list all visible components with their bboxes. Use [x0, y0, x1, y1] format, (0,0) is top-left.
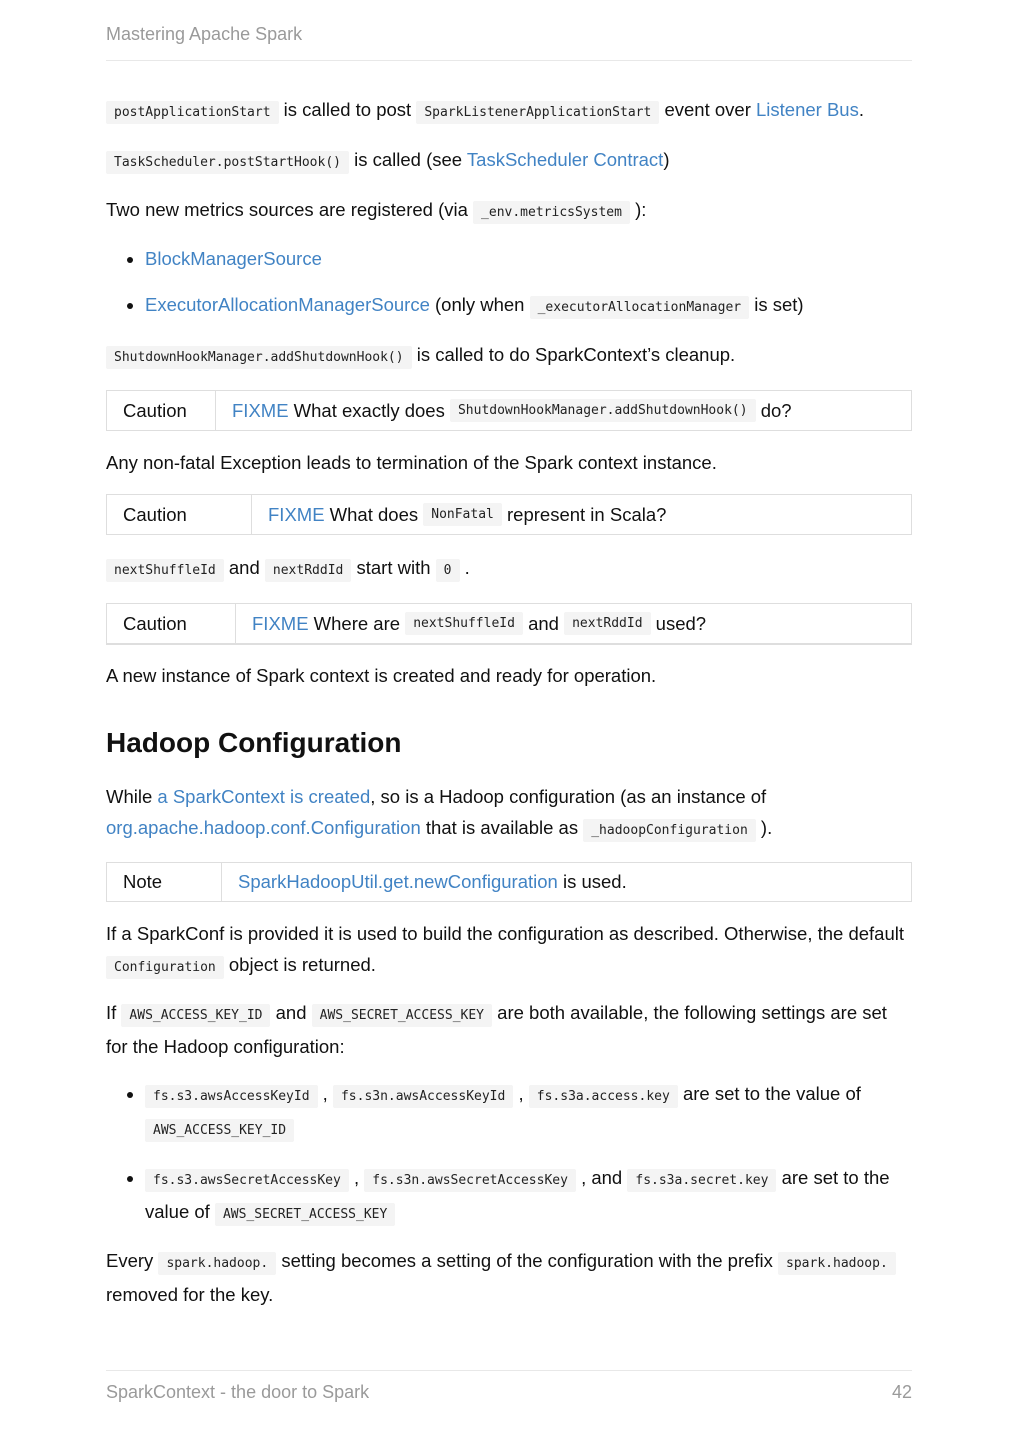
inline-code: _hadoopConfiguration: [583, 819, 756, 842]
inline-code: 0: [436, 559, 460, 582]
header-divider: [106, 60, 912, 61]
inline-code: AWS_ACCESS_KEY_ID: [121, 1004, 270, 1027]
inline-code: AWS_SECRET_ACCESS_KEY: [312, 1004, 492, 1027]
inline-code: nextShuffleId: [405, 612, 523, 635]
inline-code: nextShuffleId: [106, 559, 224, 582]
blockmanagersource-link[interactable]: BlockManagerSource: [145, 248, 322, 269]
footer-chapter-title: SparkContext - the door to Spark: [106, 1382, 370, 1402]
inline-code: AWS_ACCESS_KEY_ID: [145, 1119, 294, 1142]
paragraph-metrics-sources: Two new metrics sources are registered (via _env.metricsSystem ):: [106, 194, 912, 228]
paragraph-hadoop-config: While a SparkContext is created, so is a Hadoop configuration (as an instance of org.apache.hadoop.conf.Configuration that is available as _hadoopConfiguration ).: [106, 781, 912, 846]
inline-code: fs.s3a.secret.key: [627, 1169, 776, 1192]
paragraph-shutdown-hook: ShutdownHookManager.addShutdownHook() is called to do SparkContext’s cleanup.: [106, 339, 912, 373]
paragraph-spark-hadoop-prefix: Every spark.hadoop. setting becomes a setting of the configuration with the prefix spark.hadoop. removed for the key.: [106, 1245, 912, 1310]
paragraph-new-instance: A new instance of Spark context is created and ready for operation.: [106, 665, 657, 686]
taskscheduler-contract-link[interactable]: TaskScheduler Contract: [466, 149, 664, 170]
list-item: • ExecutorAllocationManagerSource (only when _executorAllocationManager is set): [145, 289, 912, 323]
list-item: • fs.s3.awsAccessKeyId , fs.s3n.awsAccessKeyId , fs.s3a.access.key are set to the value of AWS_ACCESS_KEY_ID: [145, 1078, 912, 1146]
listener-bus-link[interactable]: Listener Bus: [756, 99, 859, 120]
inline-code: _env.metricsSystem: [473, 201, 630, 224]
inline-code: ShutdownHookManager.addShutdownHook(): [450, 399, 756, 422]
section-heading: Hadoop Configuration: [106, 727, 402, 758]
admonition-label: Caution: [107, 495, 252, 534]
page-content: [106, 94, 912, 1310]
inline-code: Configuration: [106, 956, 224, 979]
paragraph-post-start-hook: TaskScheduler.postStartHook() is called (see TaskScheduler Contract): [106, 144, 912, 178]
fixme-link[interactable]: FIXME: [268, 503, 325, 525]
fixme-link[interactable]: FIXME: [232, 399, 289, 421]
admonition-body: FIXME Where are nextShuffleId and nextRddId used?: [252, 612, 707, 634]
inline-code: TaskScheduler.postStartHook(): [106, 151, 349, 174]
inline-code: fs.s3.awsAccessKeyId: [145, 1085, 318, 1108]
executorallocationmanagersource-link[interactable]: ExecutorAllocationManagerSource: [145, 294, 430, 315]
admonition-body: FIXME What exactly does ShutdownHookManager.addShutdownHook() do?: [232, 399, 792, 421]
admonition-label: Caution: [107, 604, 236, 643]
list-item: [145, 243, 912, 274]
fixme-link[interactable]: FIXME: [252, 612, 309, 634]
caution-admonition: [106, 494, 912, 535]
sparkcontext-created-link[interactable]: a SparkContext is created: [157, 786, 371, 807]
paragraph-aws-keys: If AWS_ACCESS_KEY_ID and AWS_SECRET_ACCESS_KEY are both available, the following settings are set for the Hadoop configuration:: [106, 1002, 887, 1057]
page-header: Mastering Apache Spark: [106, 24, 303, 44]
paragraph-non-fatal: Any non-fatal Exception leads to termination of the Spark context instance.: [106, 452, 717, 473]
paragraph-sparkconf: If a SparkConf is provided it is used to build the configuration as described. Otherwise, the default Configuration object is returned.: [106, 918, 912, 983]
footer-divider: [106, 1370, 912, 1371]
inline-code: spark.hadoop.: [778, 1252, 896, 1275]
page-number: 42: [891, 1382, 912, 1402]
inline-code: fs.s3n.awsAccessKeyId: [333, 1085, 513, 1108]
hadoop-configuration-link[interactable]: org.apache.hadoop.conf.Configuration: [106, 817, 421, 838]
caution-admonition: [106, 390, 912, 431]
inline-code: nextRddId: [265, 559, 351, 582]
inline-code: nextRddId: [564, 612, 650, 635]
paragraph-post-application-start: postApplicationStart is called to post SparkListenerApplicationStart event over Listener Bus.: [106, 94, 912, 128]
metrics-sources-list: [106, 243, 912, 323]
inline-code: SparkListenerApplicationStart: [416, 101, 659, 124]
inline-code: ShutdownHookManager.addShutdownHook(): [106, 346, 412, 369]
inline-code: spark.hadoop.: [158, 1252, 276, 1275]
inline-code: fs.s3.awsSecretAccessKey: [145, 1169, 349, 1192]
admonition-label: Caution: [107, 391, 216, 430]
newconfiguration-link[interactable]: SparkHadoopUtil.get.newConfiguration: [238, 871, 558, 892]
note-admonition: [106, 862, 912, 902]
inline-code: NonFatal: [423, 503, 502, 526]
inline-code: fs.s3n.awsSecretAccessKey: [364, 1169, 576, 1192]
inline-code: _executorAllocationManager: [530, 296, 750, 319]
inline-code: postApplicationStart: [106, 101, 279, 124]
admonition-body: FIXME What does NonFatal represent in Scala?: [268, 503, 667, 525]
admonition-body: SparkHadoopUtil.get.newConfiguration is used.: [238, 871, 627, 892]
paragraph-next-ids: nextShuffleId and nextRddId start with 0 .: [106, 552, 912, 586]
inline-code: fs.s3a.access.key: [529, 1085, 678, 1108]
caution-admonition: [106, 603, 912, 645]
page-footer: [106, 1382, 912, 1403]
aws-settings-list: [106, 1078, 912, 1230]
inline-code: AWS_SECRET_ACCESS_KEY: [215, 1203, 395, 1226]
admonition-label: Note: [107, 863, 222, 901]
list-item: • fs.s3.awsSecretAccessKey , fs.s3n.awsSecretAccessKey , and fs.s3a.secret.key are set to the value of AWS_SECRET_ACCESS_KEY: [145, 1162, 912, 1230]
